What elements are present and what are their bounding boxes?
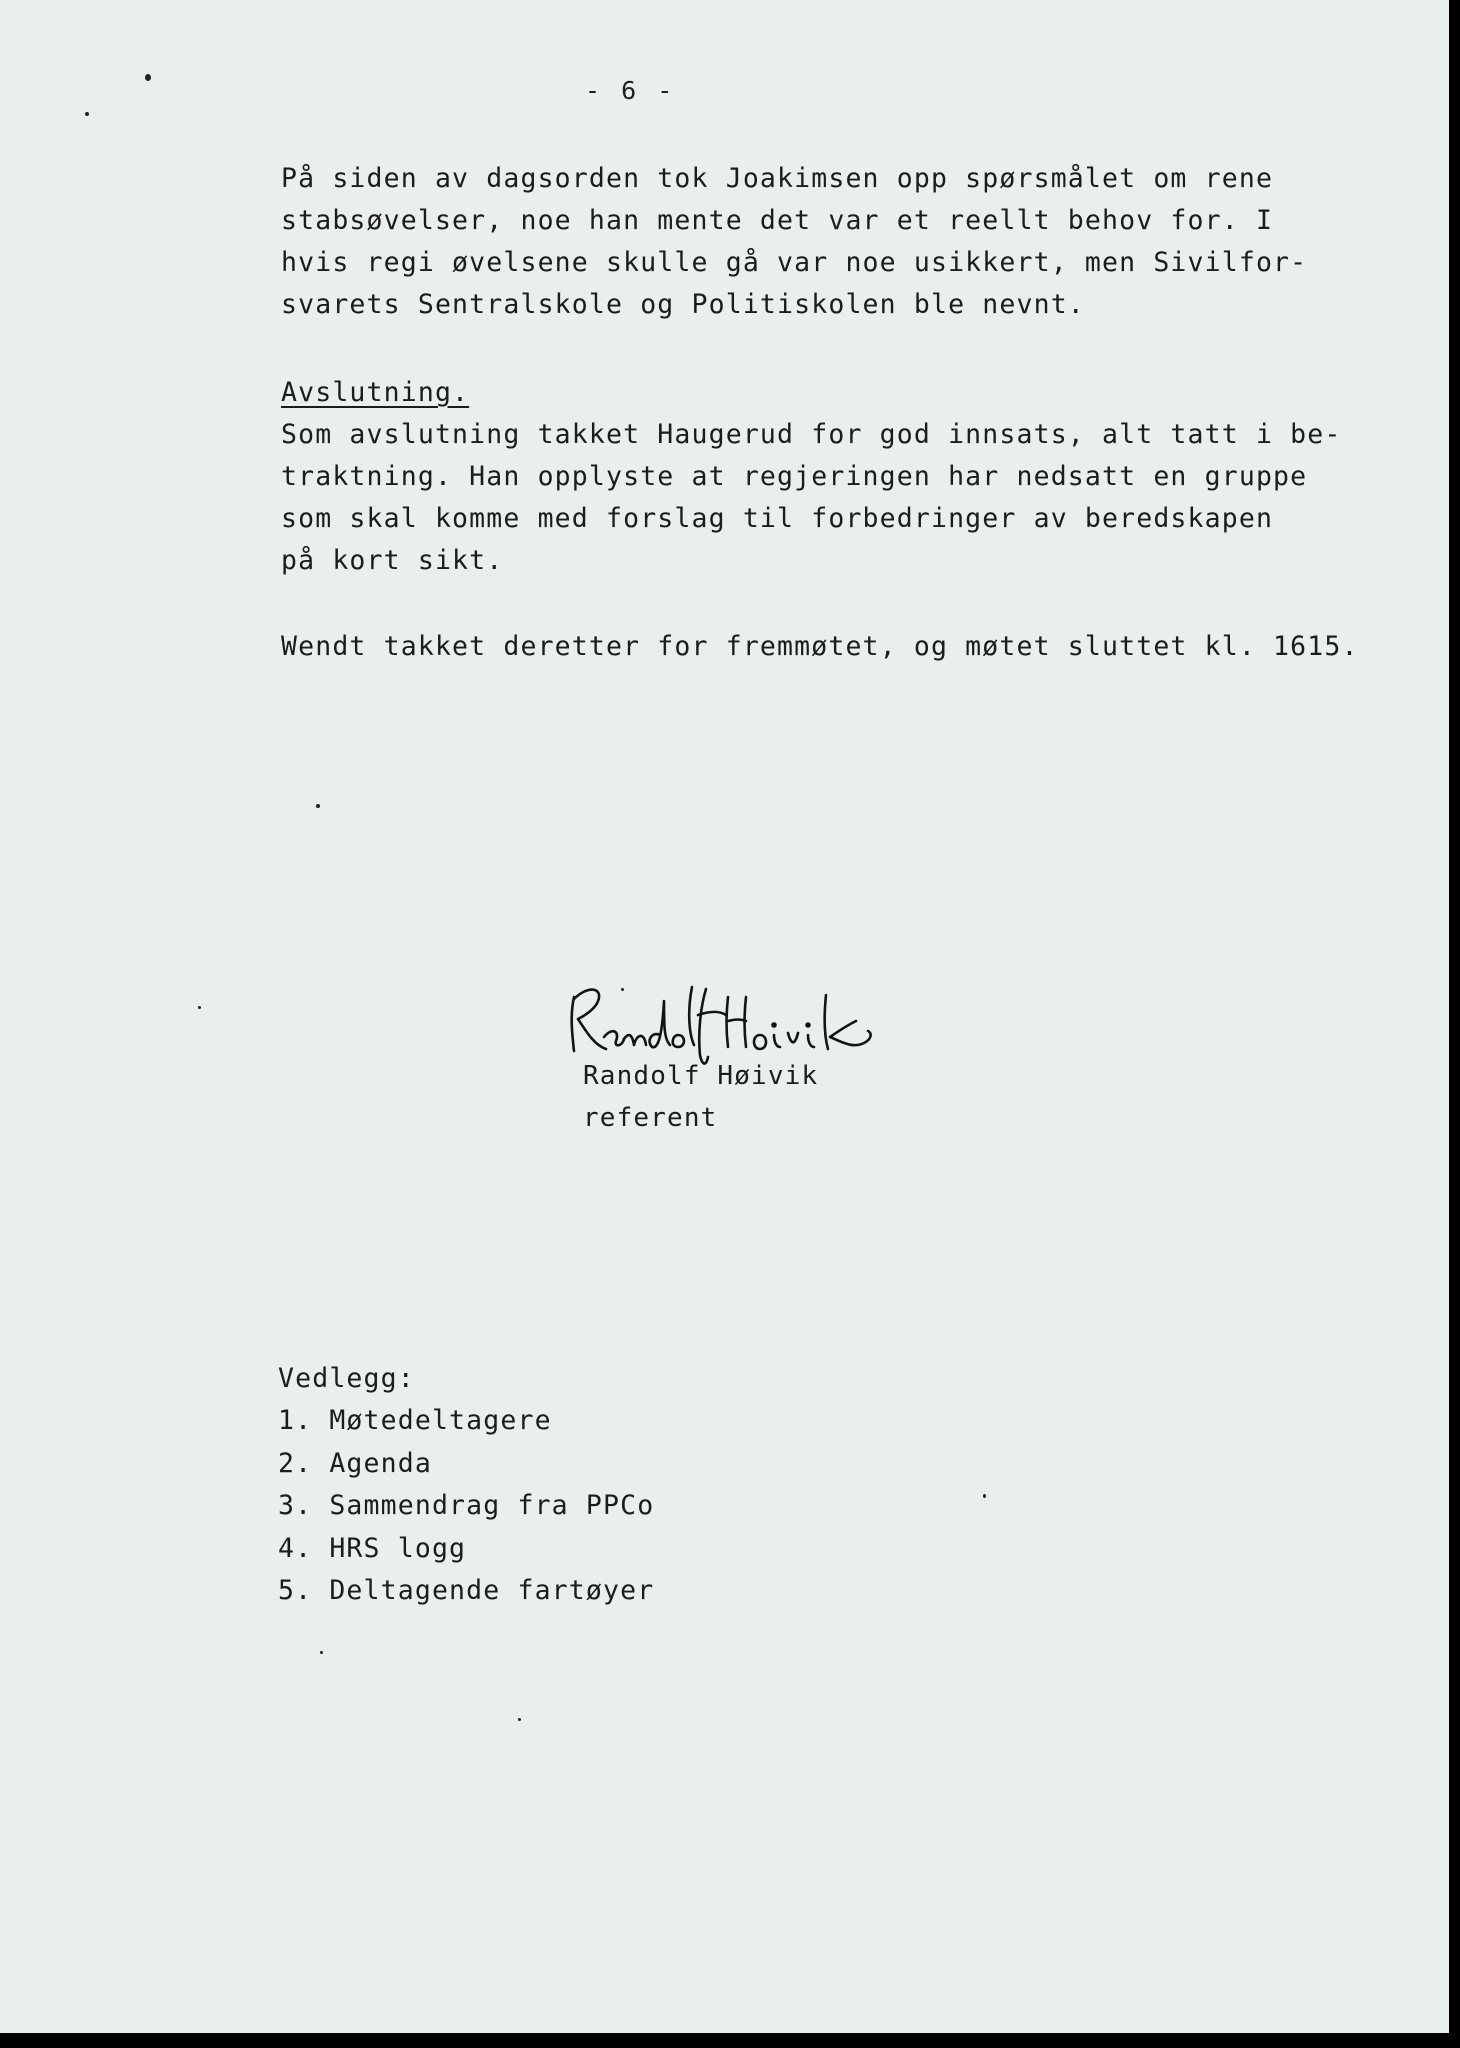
signer-role: referent: [583, 1103, 718, 1133]
attachment-item: 1. Møtedeltagere: [278, 1405, 552, 1436]
attachment-item: 2. Agenda: [278, 1447, 432, 1479]
page-number: - 6 -: [585, 76, 676, 105]
text-line: På siden av dagsorden tok Joakimsen opp spørsmålet om rene: [281, 163, 1274, 194]
attachments-list: [278, 1400, 654, 1613]
attachments-title: Vedlegg:: [278, 1363, 415, 1394]
text-line: hvis regi øvelsene skulle gå var noe usikkert, men Sivilfor-: [281, 247, 1308, 278]
text-line: Wendt takket deretter for fremmøtet, og møtet sluttet kl. 1615.: [281, 631, 1359, 662]
text-line: stabsøvelser, noe han mente det var et reellt behov for. I: [281, 205, 1274, 236]
scan-speck: [85, 112, 89, 116]
text-line: som skal komme med forslag til forbedringer av beredskapen: [281, 503, 1274, 534]
paragraph-closing: [281, 414, 1341, 582]
paragraph-end: [281, 626, 1359, 668]
scan-speck: [518, 1718, 521, 1721]
scan-speck: [320, 1651, 323, 1654]
text-line: traktning. Han opplyste at regjeringen har nedsatt en gruppe: [281, 461, 1308, 492]
attachment-item: 3. Sammendrag fra PPCo: [278, 1490, 655, 1521]
scan-speck: [198, 1006, 201, 1009]
text-line: svarets Sentralskole og Politiskolen ble nevnt.: [281, 289, 1085, 320]
text-line: på kort sikt.: [281, 545, 504, 576]
scan-speck: [145, 74, 151, 81]
scan-speck: [983, 1494, 986, 1498]
signer-name: Randolf Høivik: [583, 1061, 819, 1091]
scan-speck: [316, 804, 320, 808]
attachment-item: 4. HRS logg: [278, 1532, 467, 1564]
text-line: Som avslutning takket Haugerud for god innsats, alt tatt i be-: [281, 419, 1342, 450]
paragraph-intro: [281, 158, 1307, 326]
section-heading: Avslutning.: [281, 377, 470, 408]
attachment-item: 5. Deltagende fartøyer: [278, 1575, 655, 1606]
